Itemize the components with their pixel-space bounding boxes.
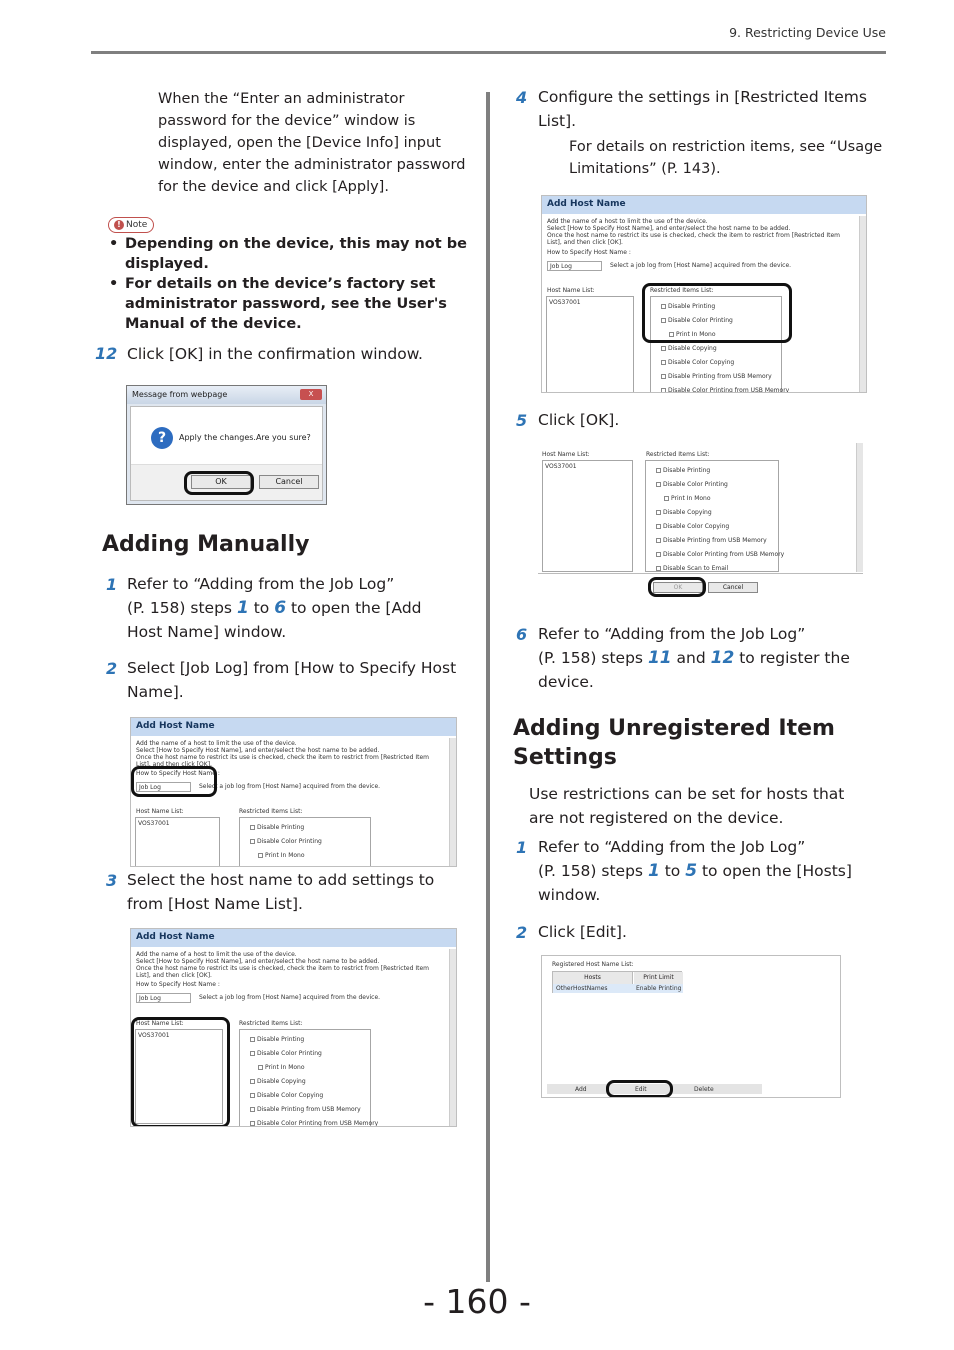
note-label: Note — [126, 220, 148, 230]
host-list-box[interactable] — [135, 817, 220, 867]
ok-screenshot — [538, 443, 863, 598]
instr: Add the name of a host to limit the use of the device. — [136, 951, 297, 958]
step-subtext: For details on restriction items, see “Usage Limitations” (P. 143). — [569, 139, 883, 177]
step-text — [538, 835, 888, 907]
highlight-host-list — [131, 1017, 230, 1127]
item-label: Disable Color Copying — [668, 359, 735, 366]
text: (P. 158) steps — [538, 649, 648, 667]
item-label: Disable Printing from USB Memory — [663, 537, 767, 544]
host-list-label: Host Name List: — [136, 808, 184, 815]
ok-button[interactable]: OK — [191, 475, 251, 489]
exclamation-icon: ! — [114, 220, 124, 230]
intro-paragraph: When the “Enter an administrator password for the device” window is displayed, open the [Device Info] input window, enter the administrator password for the device and click [Apply]. — [158, 91, 466, 195]
item-label: Disable Color Printing from USB Memory — [668, 387, 790, 393]
host-list-label: Host Name List: — [542, 451, 590, 458]
instr: Select [How to Specify Host Name], and enter/select the host name to be added. — [136, 747, 380, 754]
item-label: Disable Color Printing — [257, 1050, 322, 1057]
step-line: Refer to “Adding from the Job Log” — [538, 838, 806, 856]
registered-table — [552, 971, 682, 993]
host-list-box[interactable] — [542, 460, 633, 572]
shot-title: Add Host Name — [542, 196, 866, 214]
select-hint: Select a job log from [Host Name] acquired from the device. — [199, 783, 381, 790]
item-label: Disable Color Printing — [663, 481, 728, 488]
step-number: 5 — [516, 411, 528, 430]
unregistered-paragraph: Use restrictions can be set for hosts that are not registered on the device. — [529, 785, 845, 827]
instr: Add the name of a host to limit the use of the device. — [136, 740, 297, 747]
host-list-label: Host Name List: — [547, 287, 595, 294]
how-label: How to Specify Host Name : — [136, 981, 220, 988]
item-label: Disable Scan to Email — [663, 565, 729, 572]
item-label: Print In Mono — [676, 331, 716, 338]
item-label: Disable Color Copying — [257, 1092, 324, 1099]
restricted-list-box[interactable] — [645, 460, 785, 572]
inline-step-ref: 1 — [647, 861, 660, 881]
checkbox[interactable] — [250, 825, 255, 830]
row-host: OtherHostNames — [556, 985, 608, 992]
checkbox[interactable] — [250, 1107, 255, 1112]
restricted-label: Restricted Items List: — [239, 808, 303, 815]
restricted-label: Restricted Items List: — [239, 1020, 303, 1027]
checkbox[interactable] — [656, 468, 661, 473]
restricted-list-box[interactable] — [239, 817, 371, 867]
row-limit: Enable Printing — [636, 985, 682, 992]
job-log-select[interactable] — [136, 993, 191, 1003]
item-label: Disable Copying — [663, 509, 712, 516]
highlight-edit — [606, 1080, 673, 1098]
instr: Once the host name to restrict its use is checked, check the item to restrict from [Restricted Item List], and then click [OK]. — [547, 232, 840, 246]
step-line — [538, 646, 888, 670]
step-line — [127, 596, 467, 620]
select-hint: Select a job log from [Host Name] acquired from the device. — [199, 994, 381, 1001]
step-number: 2 — [106, 659, 118, 678]
inline-step-ref: 12 — [710, 648, 735, 668]
step-number: 1 — [106, 575, 118, 594]
checkbox[interactable] — [250, 1037, 255, 1042]
checkbox[interactable] — [656, 552, 661, 557]
step-line: Refer to “Adding from the Job Log” — [538, 625, 806, 643]
shot-title: Add Host Name — [131, 929, 456, 947]
checkbox[interactable] — [656, 524, 661, 529]
text: to open the [Hosts] — [697, 862, 852, 880]
restricted-list-box[interactable] — [239, 1029, 379, 1127]
checkbox[interactable] — [250, 1093, 255, 1098]
col-print-limit[interactable]: Print Limit — [634, 972, 683, 984]
close-icon[interactable]: X — [300, 389, 322, 400]
checkbox[interactable] — [656, 482, 661, 487]
add-host-screenshot-c — [541, 195, 867, 393]
shot-instructions — [547, 218, 852, 246]
item-label: Disable Copying — [668, 345, 717, 352]
job-log-value: Job Log — [550, 263, 572, 270]
shot-instructions — [136, 951, 441, 979]
cancel-button[interactable]: Cancel — [259, 475, 319, 489]
text: to — [248, 599, 275, 617]
text: (P. 158) steps — [127, 599, 237, 617]
checkbox[interactable] — [661, 346, 666, 351]
job-log-select[interactable] — [547, 261, 602, 271]
highlight-how-to-specify — [131, 766, 217, 797]
checkbox[interactable] — [656, 538, 661, 543]
dialog-titlebar — [127, 386, 326, 404]
inline-step-ref: 1 — [236, 598, 249, 618]
highlight-ok — [648, 577, 706, 597]
note-tag — [108, 212, 154, 233]
step-text: Select [Job Log] from [How to Specify Host Name]. — [127, 659, 457, 701]
shot-title: Add Host Name — [131, 718, 456, 736]
checkbox[interactable] — [250, 839, 255, 844]
highlight-restricted-items — [642, 283, 792, 343]
text: to — [659, 862, 686, 880]
item-label: Disable Copying — [257, 1078, 306, 1085]
restricted-label: Restricted Items List: — [646, 451, 710, 458]
step-number: 2 — [516, 923, 528, 942]
heading-adding-unregistered: Adding Unregistered Item Settings — [513, 716, 835, 770]
step-text: Click [Edit]. — [538, 923, 627, 941]
item-label: Disable Printing from USB Memory — [668, 373, 772, 380]
text: to register the — [734, 649, 850, 667]
step-text — [538, 622, 888, 694]
item-label: Disable Color Printing from USB Memory — [663, 551, 785, 558]
dialog-title: Message from webpage — [132, 390, 228, 399]
checkbox[interactable] — [661, 388, 666, 393]
step-number: 6 — [516, 625, 528, 644]
item-label: Disable Printing from USB Memory — [257, 1106, 361, 1113]
checkbox[interactable] — [250, 1051, 255, 1056]
item-label: Disable Color Copying — [663, 523, 730, 530]
job-log-value: Job Log — [139, 784, 161, 791]
text: (P. 158) steps — [538, 862, 648, 880]
divider-line — [538, 573, 863, 574]
question-icon: ? — [151, 427, 173, 449]
text: to open the [Add — [286, 599, 422, 617]
registered-list-screenshot — [541, 955, 841, 1098]
job-log-value: Job Log — [139, 995, 161, 1002]
step-number: 4 — [516, 88, 528, 107]
restricted-label: Restricted Items List: — [650, 287, 714, 294]
inline-step-ref: 6 — [274, 598, 287, 618]
item-label: Disable Color Printing — [668, 317, 733, 324]
add-button[interactable]: Add — [575, 1086, 587, 1093]
column-divider — [486, 92, 490, 1282]
note-item: • For details on the device’s factory set administrator password, see the User's Manual of the device. — [109, 274, 469, 334]
step-text: Click [OK] in the confirmation window. — [127, 345, 423, 363]
text: and — [671, 649, 711, 667]
inline-step-ref: 11 — [647, 648, 672, 668]
item-label: Disable Printing — [668, 303, 716, 310]
item-label: Disable Color Printing — [257, 838, 322, 845]
host-entry: VOS37001 — [138, 1032, 170, 1039]
header-rule — [91, 51, 886, 54]
checkbox[interactable] — [258, 853, 263, 858]
scrollbar[interactable] — [449, 949, 456, 1127]
shot-instructions — [136, 740, 441, 768]
step-line: Host Name] window. — [127, 623, 287, 641]
item-label: Disable Printing — [257, 1036, 305, 1043]
checkbox[interactable] — [258, 1065, 263, 1070]
note-item: • Depending on the device, this may not be displayed. — [109, 234, 469, 274]
dialog-message: Apply the changes.Are you sure? — [179, 433, 311, 442]
checkbox[interactable] — [661, 374, 666, 379]
step-line: Refer to “Adding from the Job Log” — [127, 575, 395, 593]
add-host-screenshot-a — [130, 717, 457, 867]
scrollbar[interactable] — [859, 216, 866, 393]
checkbox[interactable] — [250, 1121, 255, 1126]
checkbox[interactable] — [664, 496, 669, 501]
scrollbar[interactable] — [449, 738, 456, 867]
delete-button[interactable]: Delete — [694, 1086, 714, 1093]
checkbox[interactable] — [656, 566, 661, 571]
instr: Select [How to Specify Host Name], and enter/select the host name to be added. — [547, 225, 791, 232]
host-list-box[interactable] — [546, 296, 634, 393]
step-text: Click [OK]. — [538, 411, 620, 429]
host-entry: VOS37001 — [549, 299, 581, 306]
table-row[interactable] — [553, 984, 683, 993]
note-list — [109, 234, 469, 334]
item-label: Disable Printing — [257, 824, 305, 831]
running-header: 9. Restricting Device Use — [729, 25, 886, 40]
instr: Add the name of a host to limit the use of the device. — [547, 218, 708, 225]
page-number: - 160 - — [423, 1282, 531, 1321]
item-label: Disable Printing — [663, 467, 711, 474]
instr: Once the host name to restrict its use is checked, check the item to restrict from [Restricted Item List], and then click [OK]. — [136, 754, 429, 768]
host-list-label: Host Name List: — [136, 1020, 184, 1027]
heading-adding-manually: Adding Manually — [102, 532, 310, 557]
how-label: How to Specify Host Name : — [547, 249, 631, 256]
col-hosts[interactable]: Hosts — [553, 972, 633, 984]
step-number: 3 — [106, 871, 118, 890]
instr: Once the host name to restrict its use is checked, check the item to restrict from [Restricted Item List], and then click [OK]. — [136, 965, 429, 979]
item-label: Disable Color Printing from USB Memory — [257, 1120, 379, 1127]
step-line — [538, 859, 888, 883]
select-hint: Select a job log from [Host Name] acquired from the device. — [610, 262, 792, 269]
how-label: How to Specify Host Name : — [136, 770, 220, 777]
step-number: 1 — [516, 838, 528, 857]
step-line: device. — [538, 673, 594, 691]
highlight-ok — [184, 471, 254, 495]
registered-label: Registered Host Name List: — [552, 961, 634, 968]
ok-button[interactable]: OK — [653, 582, 703, 593]
inline-step-ref: 5 — [685, 861, 698, 881]
add-host-screenshot-b — [130, 928, 457, 1127]
checkbox[interactable] — [661, 360, 666, 365]
edit-button[interactable]: Edit — [635, 1086, 647, 1093]
item-label: Print In Mono — [671, 495, 711, 502]
scrollbar[interactable] — [856, 443, 863, 572]
step-text: Configure the settings in [Restricted Items List]. — [538, 88, 867, 130]
step-number: 12 — [95, 344, 118, 363]
step-text: Select the host name to add settings to from [Host Name List]. — [127, 871, 435, 913]
host-entry: VOS37001 — [545, 463, 577, 470]
cancel-button[interactable]: Cancel — [708, 582, 758, 593]
step-line: window. — [538, 886, 601, 904]
checkbox[interactable] — [656, 510, 661, 515]
item-label: Print In Mono — [265, 1064, 305, 1071]
checkbox[interactable] — [250, 1079, 255, 1084]
item-label: Print In Mono — [265, 852, 305, 859]
host-entry: VOS37001 — [138, 820, 170, 827]
confirm-dialog-screenshot — [126, 385, 327, 505]
step-text — [127, 572, 467, 644]
instr: Select [How to Specify Host Name], and enter/select the host name to be added. — [136, 958, 380, 965]
